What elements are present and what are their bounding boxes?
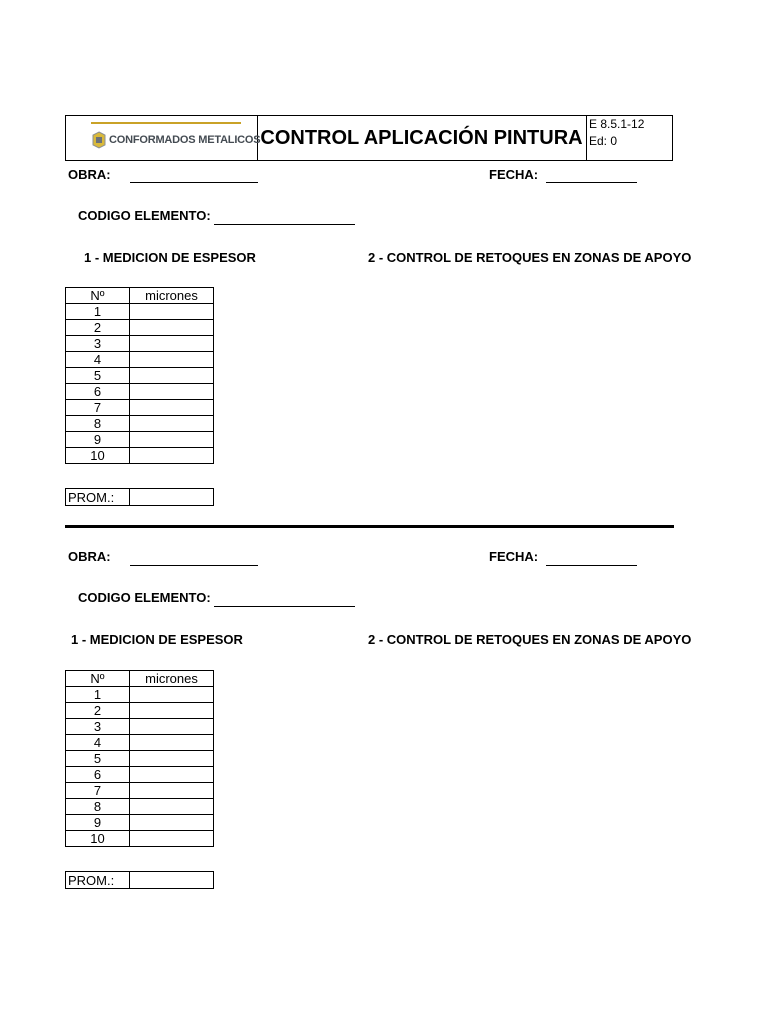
micrones-cell[interactable] (130, 368, 214, 384)
micrones-cell[interactable] (130, 352, 214, 368)
codigo-elemento-label: CODIGO ELEMENTO: (78, 590, 211, 605)
company-logo-mark-icon (92, 131, 106, 149)
micrones-cell[interactable] (130, 687, 214, 703)
row-number: 10 (66, 831, 130, 847)
document-code: E 8.5.1-12 (589, 117, 645, 131)
row-number: 6 (66, 767, 130, 783)
row-number: 4 (66, 352, 130, 368)
obra-field[interactable] (130, 182, 258, 183)
micrones-cell[interactable] (130, 735, 214, 751)
table-row (66, 416, 214, 432)
table-row (66, 735, 214, 751)
micrones-cell[interactable] (130, 384, 214, 400)
row-number: 10 (66, 448, 130, 464)
fecha-field[interactable] (546, 565, 637, 566)
row-number: 8 (66, 799, 130, 815)
row-number: 1 (66, 304, 130, 320)
table-row (66, 400, 214, 416)
table-row (66, 448, 214, 464)
section-retoques-title: 2 - CONTROL DE RETOQUES EN ZONAS DE APOYO (368, 632, 692, 647)
row-number: 3 (66, 719, 130, 735)
micrones-cell[interactable] (130, 719, 214, 735)
column-header-number: Nº (66, 671, 130, 687)
row-number: 1 (66, 687, 130, 703)
table-row (66, 831, 214, 847)
promedio-value-cell[interactable] (130, 872, 214, 889)
table-row (66, 432, 214, 448)
table-row (66, 304, 214, 320)
table-row (66, 384, 214, 400)
document-header (65, 115, 673, 161)
promedio-table (65, 488, 214, 506)
form-separator (65, 525, 674, 528)
row-number: 4 (66, 735, 130, 751)
table-header-row (66, 671, 214, 687)
micrones-cell[interactable] (130, 304, 214, 320)
fecha-field[interactable] (546, 182, 637, 183)
logo-cell (66, 116, 261, 160)
row-number: 7 (66, 783, 130, 799)
table-row (66, 799, 214, 815)
column-header-micrones: micrones (130, 671, 214, 687)
promedio-label: PROM.: (66, 489, 130, 506)
micrones-cell[interactable] (130, 432, 214, 448)
row-number: 8 (66, 416, 130, 432)
micrones-cell[interactable] (130, 703, 214, 719)
table-row (66, 751, 214, 767)
row-number: 5 (66, 368, 130, 384)
micrones-cell[interactable] (130, 751, 214, 767)
micrones-cell[interactable] (130, 767, 214, 783)
logo-accent-line (91, 122, 241, 124)
fecha-label: FECHA: (489, 549, 539, 564)
espesor-table (65, 287, 214, 464)
micrones-cell[interactable] (130, 400, 214, 416)
table-row (66, 368, 214, 384)
micrones-cell[interactable] (130, 831, 214, 847)
document-title: CONTROL APLICACIÓN PINTURA (260, 127, 583, 149)
promedio-value-cell[interactable] (130, 489, 214, 506)
promedio-row (66, 489, 214, 506)
table-row (66, 719, 214, 735)
promedio-label: PROM.: (66, 872, 130, 889)
micrones-cell[interactable] (130, 799, 214, 815)
promedio-table (65, 871, 214, 889)
micrones-cell[interactable] (130, 416, 214, 432)
code-cell (587, 116, 672, 160)
obra-label: OBRA: (68, 167, 111, 182)
row-number: 9 (66, 815, 130, 831)
micrones-cell[interactable] (130, 336, 214, 352)
table-row (66, 320, 214, 336)
row-number: 7 (66, 400, 130, 416)
table-row (66, 783, 214, 799)
codigo-elemento-field[interactable] (214, 606, 355, 607)
document-edition: Ed: 0 (589, 134, 618, 148)
espesor-table (65, 670, 214, 847)
obra-label: OBRA: (68, 549, 111, 564)
obra-field[interactable] (130, 565, 258, 566)
row-number: 3 (66, 336, 130, 352)
micrones-cell[interactable] (130, 448, 214, 464)
logo-text: CONFORMADOS METALICOS (109, 134, 261, 146)
micrones-cell[interactable] (130, 815, 214, 831)
micrones-cell[interactable] (130, 320, 214, 336)
codigo-elemento-field[interactable] (214, 224, 355, 225)
table-row (66, 687, 214, 703)
column-header-micrones: micrones (130, 288, 214, 304)
section-espesor-title: 1 - MEDICION DE ESPESOR (84, 250, 256, 265)
row-number: 5 (66, 751, 130, 767)
micrones-cell[interactable] (130, 783, 214, 799)
section-espesor-title: 1 - MEDICION DE ESPESOR (71, 632, 243, 647)
column-header-number: Nº (66, 288, 130, 304)
section-retoques-title: 2 - CONTROL DE RETOQUES EN ZONAS DE APOYO (368, 250, 692, 265)
table-row (66, 336, 214, 352)
promedio-row (66, 872, 214, 889)
table-header-row (66, 288, 214, 304)
table-row (66, 767, 214, 783)
fecha-label: FECHA: (489, 167, 539, 182)
row-number: 2 (66, 320, 130, 336)
table-row (66, 815, 214, 831)
table-row (66, 352, 214, 368)
codigo-elemento-label: CODIGO ELEMENTO: (78, 208, 211, 223)
row-number: 9 (66, 432, 130, 448)
table-row (66, 703, 214, 719)
row-number: 6 (66, 384, 130, 400)
row-number: 2 (66, 703, 130, 719)
title-cell (258, 116, 587, 160)
